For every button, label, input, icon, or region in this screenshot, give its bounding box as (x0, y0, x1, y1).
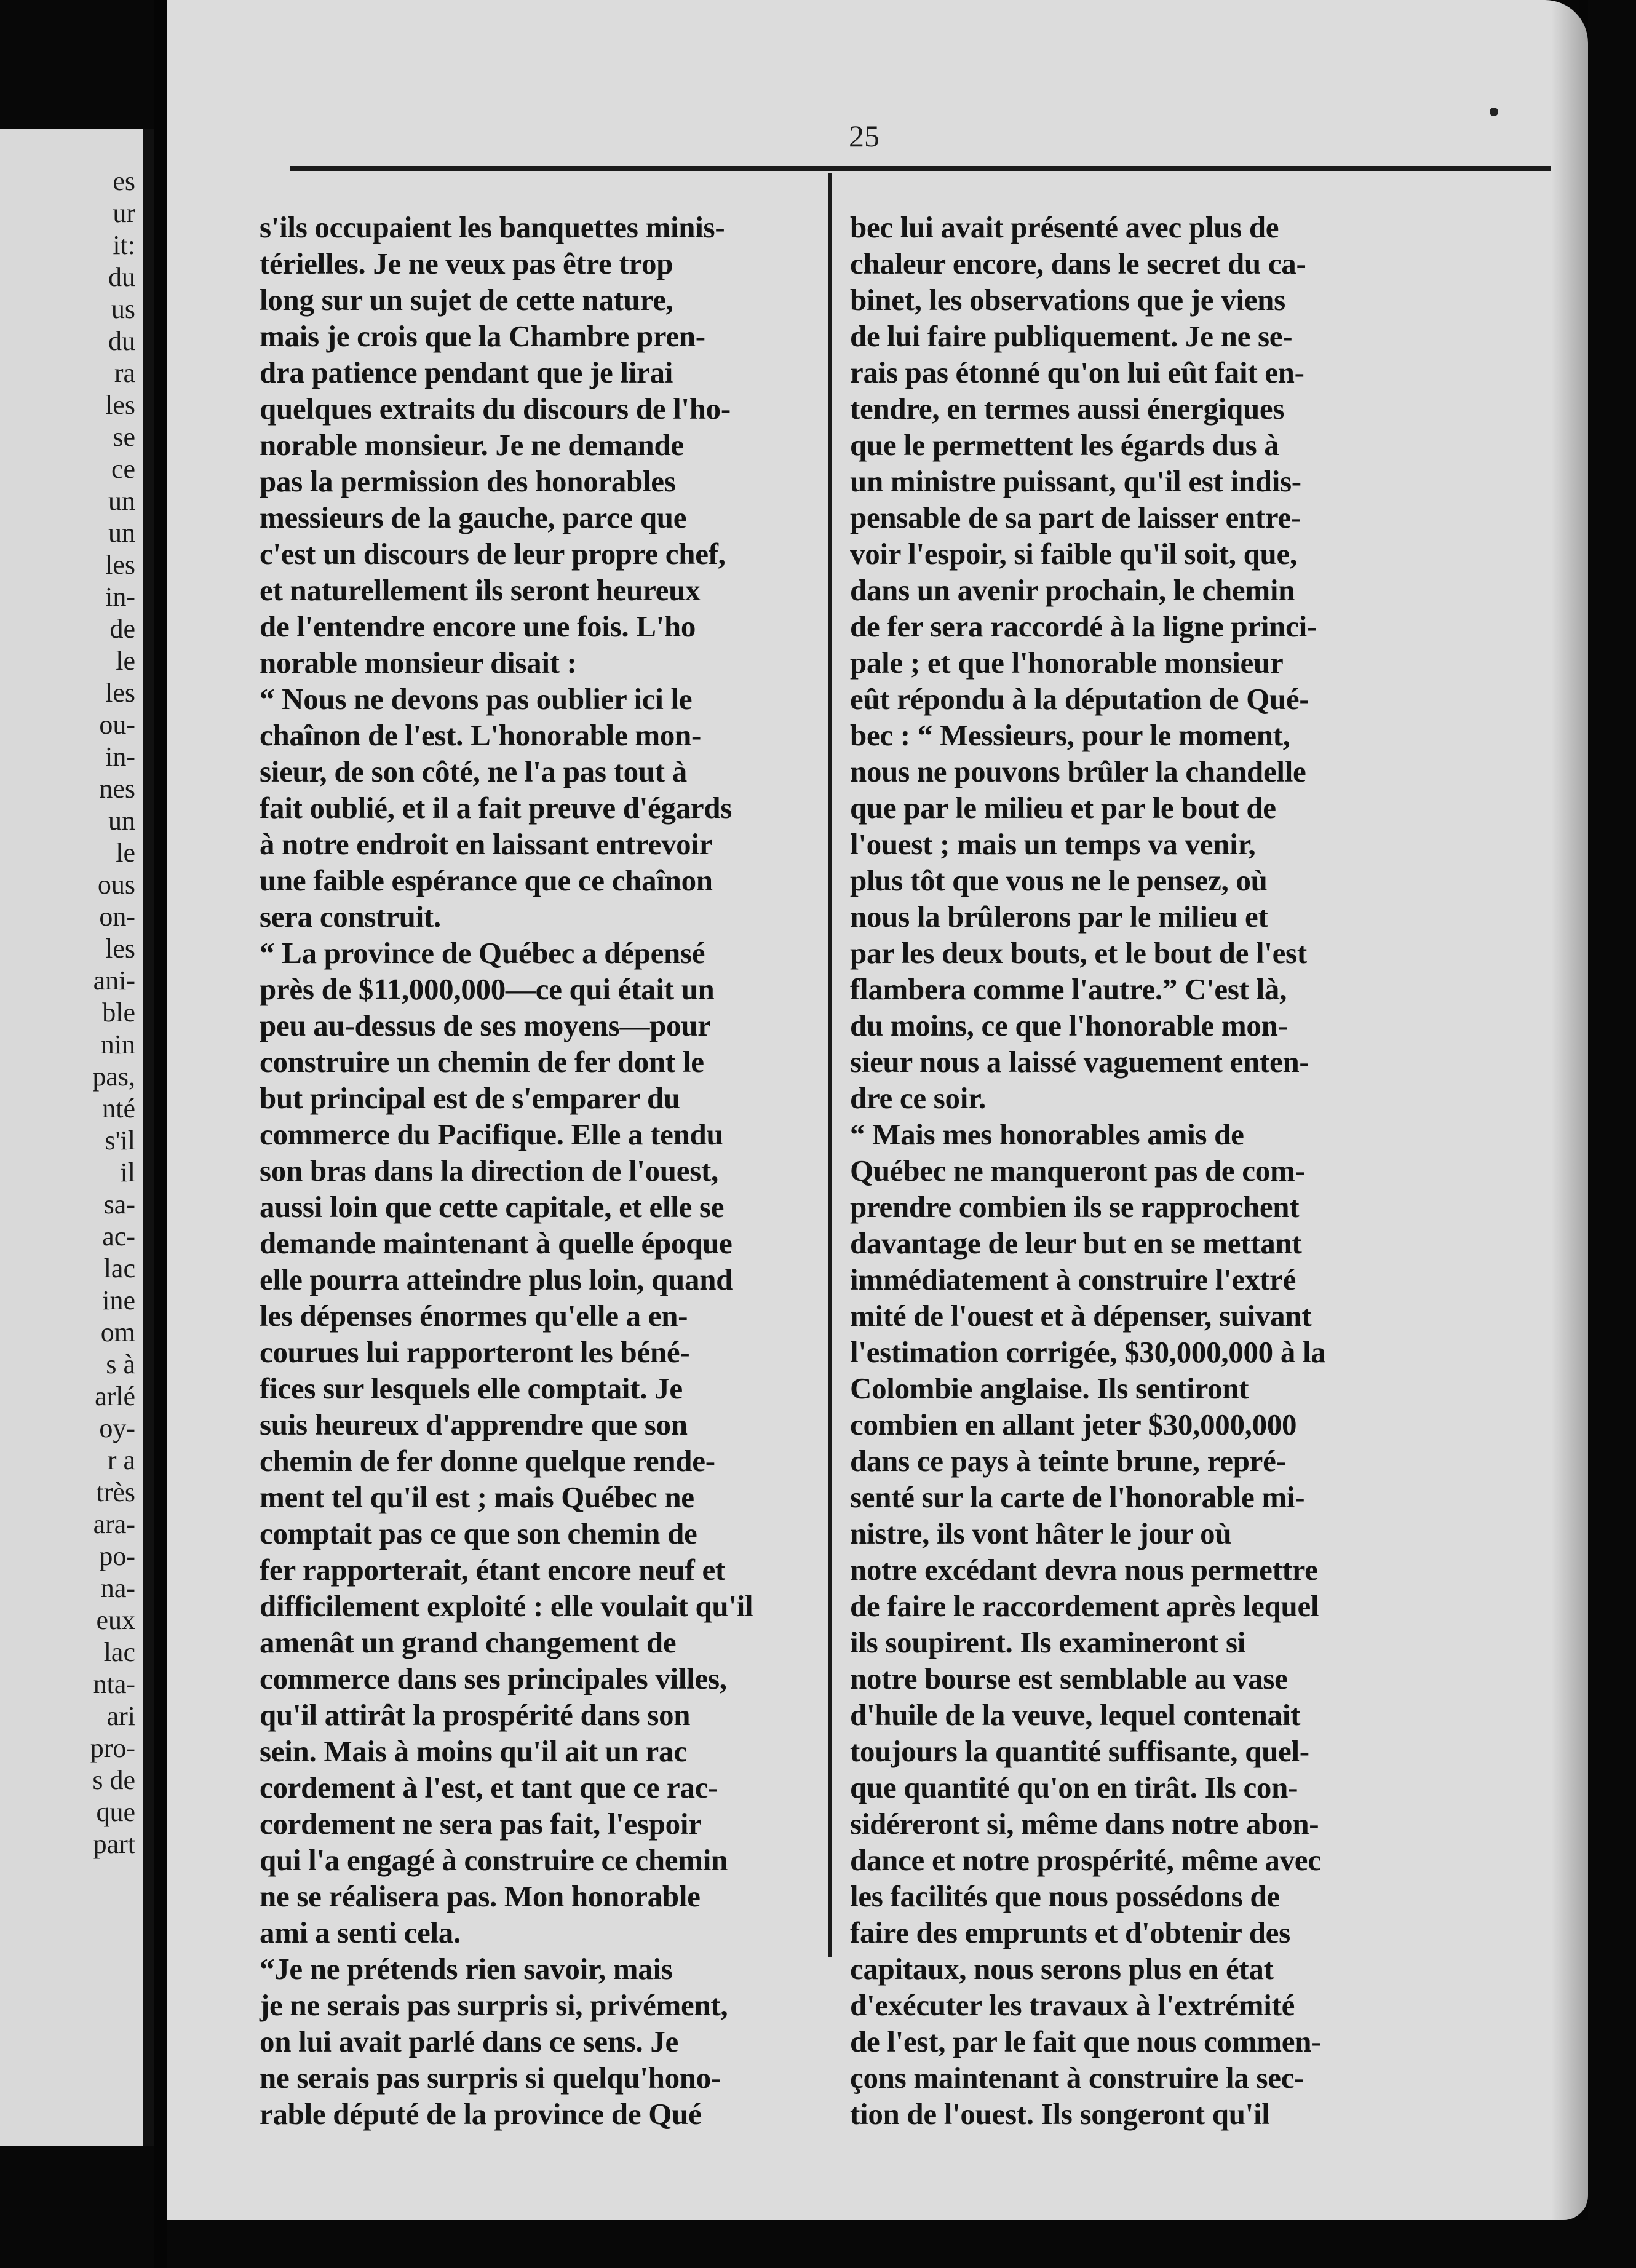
facing-page-line: lac (103, 1637, 135, 1667)
text-line: bec lui avait présenté avec plus de (850, 210, 1279, 244)
text-line: fer rapporterait, étant encore neuf et (260, 1553, 725, 1587)
text-line: rable député de la province de Qué (260, 2097, 702, 2131)
text-line: notre excédant devra nous permettre (850, 1553, 1318, 1587)
text-line: bec : “ Messieurs, pour le moment, (850, 718, 1290, 752)
text-line: commerce dans ses principales villes, (260, 1662, 727, 1695)
facing-page-line: un (108, 518, 135, 548)
facing-page-line: ous (97, 870, 135, 900)
facing-page-line: les (105, 390, 135, 420)
header-rule (290, 166, 1551, 171)
text-line: les dépenses énormes qu'elle a en- (260, 1299, 688, 1333)
facing-page-line: es (113, 166, 135, 196)
text-line: ne se réalisera pas. Mon honorable (260, 1879, 701, 1913)
text-line: à notre endroit en laissant entrevoir (260, 827, 713, 861)
facing-page-line: les (105, 934, 135, 964)
text-line: sidéreront si, même dans notre abon- (850, 1807, 1319, 1841)
text-line: pensable de sa part de laisser entre- (850, 501, 1301, 534)
facing-page-line: que (96, 1797, 135, 1827)
facing-page-line: oy- (99, 1413, 135, 1443)
text-line: suis heureux d'apprendre que son (260, 1408, 688, 1441)
text-line: tion de l'ouest. Ils songeront qu'il (850, 2097, 1270, 2131)
text-line: de l'entendre encore une fois. L'ho (260, 609, 696, 643)
text-line: on lui avait parlé dans ce sens. Je (260, 2024, 678, 2058)
text-line: de fer sera raccordé à la ligne princi- (850, 609, 1317, 643)
text-line: l'ouest ; mais un temps va venir, (850, 827, 1256, 861)
facing-page-line: les (105, 678, 135, 708)
text-line: demande maintenant à quelle époque (260, 1226, 733, 1260)
text-line: long sur un sujet de cette nature, (260, 283, 673, 317)
text-line: courues lui rapporteront les béné- (260, 1335, 690, 1369)
text-line: je ne serais pas surpris si, privément, (260, 1988, 728, 2022)
text-line: prendre combien ils se rapprochent (850, 1190, 1300, 1224)
text-line: “ Nous ne devons pas oublier ici le (260, 682, 693, 716)
text-line: cordement à l'est, et tant que ce rac- (260, 1770, 718, 1804)
text-line: chaleur encore, dans le secret du ca- (850, 247, 1306, 280)
facing-page-line: s de (92, 1765, 135, 1795)
text-line: capitaux, nous serons plus en état (850, 1952, 1274, 1986)
text-line: “ La province de Québec a dépensé (260, 936, 705, 970)
facing-page-line: de (109, 614, 135, 644)
facing-page-line: ac- (102, 1221, 135, 1251)
text-line: de faire le raccordement après lequel (850, 1589, 1319, 1623)
text-line: sieur, de son côté, ne l'a pas tout à (260, 755, 687, 788)
book-gutter (154, 0, 167, 2268)
text-line: dans ce pays à teinte brune, repré- (850, 1444, 1286, 1478)
text-line: s'ils occupaient les banquettes minis- (260, 210, 725, 244)
text-line: elle pourra atteindre plus loin, quand (260, 1263, 733, 1296)
text-line: dance et notre prospérité, même avec (850, 1843, 1321, 1877)
text-line: ne serais pas surpris si quelqu'hono- (260, 2061, 721, 2095)
facing-page-fragment (0, 129, 154, 2146)
text-line: que quantité qu'on en tirât. Ils con- (850, 1770, 1298, 1804)
facing-page-line: nta- (93, 1669, 135, 1699)
text-line: fait oublié, et il a fait preuve d'égards (260, 791, 733, 825)
text-line: norable monsieur disait : (260, 646, 577, 680)
facing-page-line: ce (111, 454, 135, 484)
facing-page-line: ur (113, 198, 135, 228)
text-line: que le permettent les égards dus à (850, 428, 1279, 462)
text-line: nistre, ils vont hâter le jour où (850, 1517, 1232, 1550)
facing-page-line: part (93, 1829, 135, 1859)
text-line: ment tel qu'il est ; mais Québec ne (260, 1480, 694, 1514)
facing-page-line: eux (96, 1605, 135, 1635)
text-line: près de $11,000,000—ce qui était un (260, 972, 715, 1006)
text-line: et naturellement ils seront heureux (260, 573, 701, 607)
facing-page-line: ara- (93, 1509, 135, 1539)
text-line: “Je ne prétends rien savoir, mais (260, 1952, 673, 1986)
facing-page-line: ani- (93, 965, 135, 996)
text-line: pas la permission des honorables (260, 464, 676, 498)
text-line: térielles. Je ne veux pas être trop (260, 247, 673, 280)
text-line: ami a senti cela. (260, 1916, 461, 1949)
text-column-right (850, 209, 1404, 2131)
text-line: messieurs de la gauche, parce que (260, 501, 687, 534)
text-line: nous ne pouvons brûler la chandelle (850, 755, 1306, 788)
facing-page-line: le (116, 838, 135, 868)
text-line: de lui faire publiquement. Je ne se- (850, 319, 1293, 353)
page-number: 25 (849, 119, 880, 153)
text-line: comptait pas ce que son chemin de (260, 1517, 697, 1550)
text-line: sein. Mais à moins qu'il ait un rac (260, 1734, 687, 1768)
text-line: chemin de fer donne quelque rende- (260, 1444, 715, 1478)
text-line: qu'il attirât la prospérité dans son (260, 1698, 691, 1732)
column-divider (828, 173, 832, 1957)
text-line: par les deux bouts, et le bout de l'est (850, 936, 1307, 970)
facing-page-line: in- (105, 582, 135, 612)
text-line: dans un avenir prochain, le chemin (850, 573, 1295, 607)
text-line: immédiatement à construire l'extré (850, 1263, 1296, 1296)
text-line: voir l'espoir, si faible qu'il soit, que, (850, 537, 1297, 571)
text-line: que par le milieu et par le bout de (850, 791, 1276, 825)
text-line: cordement ne sera pas fait, l'espoir (260, 1807, 702, 1841)
facing-page-line: très (96, 1477, 135, 1507)
facing-page-line: il (120, 1157, 135, 1188)
text-line: pale ; et que l'honorable monsieur (850, 646, 1284, 680)
facing-page-line: lac (103, 1253, 135, 1283)
facing-page-line: us (111, 294, 135, 324)
text-line: “ Mais mes honorables amis de (850, 1117, 1244, 1151)
facing-page-line: s à (106, 1349, 135, 1379)
facing-page-line: pro- (90, 1733, 135, 1763)
text-line: ils soupirent. Ils examineront si (850, 1625, 1246, 1659)
facing-page-line: sa- (103, 1189, 135, 1219)
text-line: l'estimation corrigée, $30,000,000 à la (850, 1335, 1326, 1369)
text-line: dra patience pendant que je lirai (260, 355, 673, 389)
text-line: notre bourse est semblable au vase (850, 1662, 1288, 1695)
text-line: but principal est de s'emparer du (260, 1081, 680, 1115)
text-line: une faible espérance que ce chaînon (260, 863, 713, 897)
facing-page-line: se (113, 422, 135, 452)
facing-page-line: les (105, 550, 135, 580)
text-line: Colombie anglaise. Ils sentiront (850, 1371, 1249, 1405)
text-line: chaînon de l'est. L'honorable mon- (260, 718, 702, 752)
text-line: d'exécuter les travaux à l'extrémité (850, 1988, 1295, 2022)
facing-page-line: arlé (95, 1381, 135, 1411)
text-line: les facilités que nous possédons de (850, 1879, 1280, 1913)
text-line: çons maintenant à construire la sec- (850, 2061, 1304, 2095)
facing-page-line: ari (106, 1701, 135, 1731)
text-line: rais pas étonné qu'on lui eût fait en- (850, 355, 1304, 389)
facing-page-line: nin (100, 1029, 135, 1060)
text-line: mais je crois que la Chambre pren- (260, 319, 705, 353)
text-line: quelques extraits du discours de l'ho- (260, 392, 731, 426)
text-line: sieur nous a laissé vaguement enten- (850, 1045, 1309, 1079)
text-line: norable monsieur. Je ne demande (260, 428, 684, 462)
facing-page-line: ou- (99, 710, 135, 740)
text-line: mité de l'ouest et à dépenser, suivant (850, 1299, 1312, 1333)
facing-page-line: om (100, 1317, 135, 1347)
text-line: de l'est, par le fait que nous commen- (850, 2024, 1322, 2058)
text-line: peu au-dessus de ses moyens—pour (260, 1009, 711, 1042)
text-line: fices sur lesquels elle comptait. Je (260, 1371, 683, 1405)
text-line: binet, les observations que je viens (850, 283, 1285, 317)
text-line: un ministre puissant, qu'il est indis- (850, 464, 1301, 498)
text-line: d'huile de la veuve, lequel contenait (850, 1698, 1301, 1732)
text-line: aussi loin que cette capitale, et elle se (260, 1190, 725, 1224)
text-line: combien en allant jeter $30,000,000 (850, 1408, 1297, 1441)
text-column-left (260, 209, 813, 2131)
text-line: son bras dans la direction de l'ouest, (260, 1154, 718, 1188)
text-line: c'est un discours de leur propre chef, (260, 537, 726, 571)
text-line: dre ce soir. (850, 1081, 986, 1115)
facing-page-line: it: (113, 230, 135, 260)
text-line: nous la brûlerons par le milieu et (850, 900, 1268, 934)
facing-page-line: le (116, 646, 135, 676)
text-line: commerce du Pacifique. Elle a tendu (260, 1117, 723, 1151)
text-line: sera construit. (260, 900, 441, 934)
ink-speck (1490, 108, 1498, 116)
facing-page-line: po- (99, 1541, 135, 1571)
text-line: construire un chemin de fer dont le (260, 1045, 704, 1079)
facing-page-line: ra (114, 358, 135, 388)
facing-page-line: ine (102, 1285, 135, 1315)
facing-page-line: nes (99, 774, 135, 804)
facing-page-line: s'il (105, 1125, 135, 1156)
text-line: qui l'a engagé à construire ce chemin (260, 1843, 728, 1877)
text-line: tendre, en termes aussi énergiques (850, 392, 1285, 426)
text-line: eût répondu à la députation de Qué- (850, 682, 1309, 716)
facing-page-line: na- (100, 1573, 135, 1603)
facing-page-line: du (108, 262, 135, 292)
book-page (167, 0, 1588, 2220)
text-line: toujours la quantité suffisante, quel- (850, 1734, 1309, 1768)
facing-page-line: un (108, 806, 135, 836)
facing-page-line: pas, (92, 1061, 135, 1092)
text-line: plus tôt que vous ne le pensez, où (850, 863, 1268, 897)
facing-page-line: on- (99, 902, 135, 932)
text-line: davantage de leur but en se mettant (850, 1226, 1302, 1260)
text-line: Québec ne manqueront pas de com- (850, 1154, 1305, 1188)
facing-page-line: ble (102, 997, 135, 1028)
facing-page-edge (143, 129, 154, 2146)
facing-page-line: nté (102, 1093, 135, 1124)
facing-page-line: du (108, 326, 135, 356)
facing-page-line: r a (107, 1445, 135, 1475)
text-line: faire des emprunts et d'obtenir des (850, 1916, 1290, 1949)
text-line: senté sur la carte de l'honorable mi- (850, 1480, 1305, 1514)
text-line: amenât un grand changement de (260, 1625, 677, 1659)
text-line: du moins, ce que l'honorable mon- (850, 1009, 1288, 1042)
facing-page-line: un (108, 486, 135, 516)
text-line: difficilement exploité : elle voulait qu'il (260, 1589, 753, 1623)
text-line: flambera comme l'autre.” C'est là, (850, 972, 1287, 1006)
facing-page-line: in- (105, 742, 135, 772)
